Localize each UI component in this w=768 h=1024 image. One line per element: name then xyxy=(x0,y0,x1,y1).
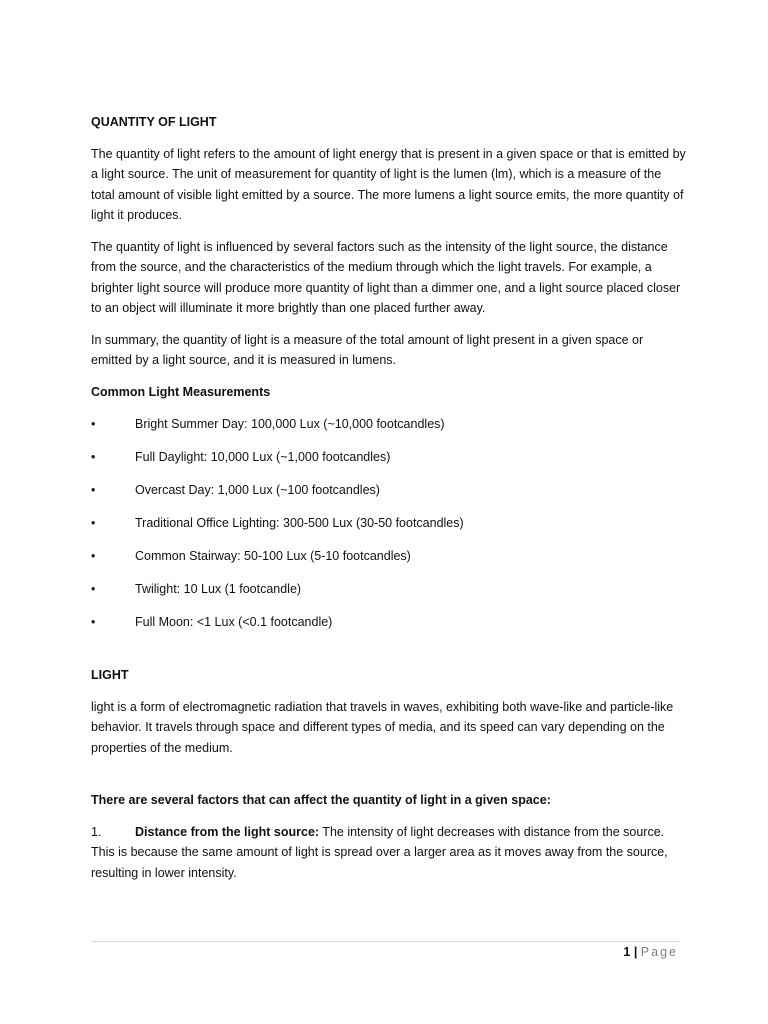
list-item-text: Common Stairway: 50-100 Lux (5-10 footcandles) xyxy=(135,549,411,563)
item-number: 1. xyxy=(91,824,102,839)
list-item xyxy=(91,579,686,600)
section-title-light: LIGHT xyxy=(91,668,129,682)
spacer xyxy=(91,645,686,665)
footer-divider xyxy=(91,941,679,942)
list-item xyxy=(91,480,686,501)
list-item xyxy=(91,546,686,567)
paragraph: In summary, the quantity of light is a measure of the total amount of light present in a given space or emitted by a light source, and it is measured in lumens. xyxy=(91,332,644,367)
list-item xyxy=(91,513,686,534)
page-number: 1 xyxy=(623,945,631,959)
paragraph: The quantity of light refers to the amount of light energy that is present in a given space or that is emitted by a light source. The unit of measurement for quantity of light is the lumen (lm), which is a measure of the total amount of visible light emitted by a source. The more lumens a light source emits, the more quantity of light it produces. xyxy=(91,146,686,222)
spacer xyxy=(91,769,686,790)
section-title-quantity-of-light: QUANTITY OF LIGHT xyxy=(91,115,217,129)
document-body xyxy=(91,112,686,883)
bullet-icon: • xyxy=(91,450,96,464)
list-item-text: Twilight: 10 Lux (1 footcandle) xyxy=(135,582,302,596)
item-lead: Distance from the light source: xyxy=(135,824,320,839)
bullet-icon: • xyxy=(91,417,96,431)
bullet-icon: • xyxy=(91,582,96,596)
paragraph: light is a form of electromagnetic radiation that travels in waves, exhibiting both wave-like and particle-like behavior. It travels through space and different types of media, and its speed can vary depending on the properties of the medium. xyxy=(91,699,674,755)
page-label: Page xyxy=(640,945,678,959)
list-item xyxy=(91,447,686,468)
list-item-text: Traditional Office Lighting: 300-500 Lux (30-50 footcandles) xyxy=(135,516,464,530)
bullet-icon: • xyxy=(91,549,96,563)
numbered-item xyxy=(91,822,686,884)
list-item-text: Full Daylight: 10,000 Lux (~1,000 footcandles) xyxy=(135,450,391,464)
footer-separator: | xyxy=(633,945,638,959)
list-item xyxy=(91,612,686,633)
list-item-text: Full Moon: <1 Lux (<0.1 footcandle) xyxy=(135,615,333,629)
bullet-icon: • xyxy=(91,615,96,629)
item-text: The intensity of light decreases with distance from the source. This is because the same amount of light is spread over a larger area as it moves away from the source, resulting in lower intensity. xyxy=(91,824,668,880)
factors-heading: There are several factors that can affect the quantity of light in a given space: xyxy=(91,793,551,807)
paragraph: The quantity of light is influenced by several factors such as the intensity of the light source, the distance from the source, and the characteristics of the medium through which the light travels. For example, a brighter light source will produce more quantity of light than a dimmer one, and a light source placed closer to an object will illuminate it more brightly than one placed further away. xyxy=(91,239,681,315)
list-item xyxy=(91,414,686,435)
measurements-list xyxy=(91,414,686,633)
list-item-text: Bright Summer Day: 100,000 Lux (~10,000 footcandles) xyxy=(135,417,445,431)
bullet-icon: • xyxy=(91,516,96,530)
measurements-heading: Common Light Measurements xyxy=(91,384,271,399)
list-item-text: Overcast Day: 1,000 Lux (~100 footcandles) xyxy=(135,483,380,497)
bullet-icon: • xyxy=(91,483,96,497)
page-footer xyxy=(623,943,678,961)
